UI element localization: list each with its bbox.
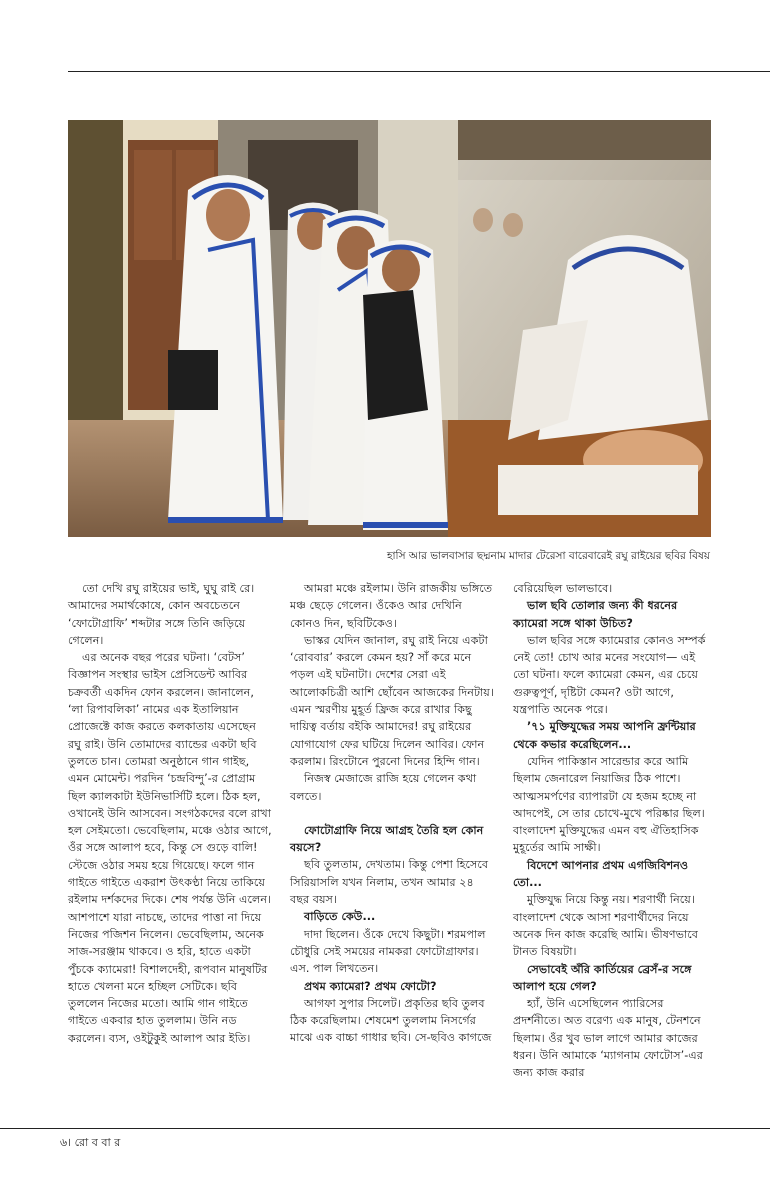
body-paragraph: ভাল ছবির সঙ্গে ক্যামেরার কোনও সম্পর্ক নেই তো! চোখ আর মনের সংযোগ— এই তো ঘটনা। ফলে ক্যামেরা কেমন, এর চেয়ে গুরুত্বপূর্ণ, দৃষ্টিটা কেমন? ওটা আগে, যন্ত্রপাতি অনেক পরে। [513,633,706,717]
interview-question: সেভাবেই অঁরি কার্তিয়ের ব্রেসঁ-র সঙ্গে আলাপ হয়ে গেল? [513,962,692,993]
body-paragraph: যেদিন পাকিস্তান সারেন্ডার করে আমি ছিলাম জেনারেল নিয়াজির ঠিক পাশে। আত্মসমর্পণের ব্যাপারটা যে হজম হচ্ছে না আদপেই, সে তার চোখে-মুখে পরিষ্কার ছিল। বাংলাদেশ মুক্তিযুদ্ধের এমন বহু ঐতিহাসিক মুহূর্তের আমি সাক্ষী। [513,754,705,855]
body-paragraph: তো দেখি রঘু রাইয়ের ভাই, ঘুঘু রাই রে। আমাদের সমার্থকোষে, কোন অবচেতনে ‘ফোটোগ্রাফি’ শব্দটার সঙ্গে তিনি জড়িয়ে গেলেন। [68,582,255,647]
body-paragraph: এর অনেক বছর পরের ঘটনা। ‘বেটস’ বিজ্ঞাপন সংস্থার ভাইস প্রেসিডেন্ট আবির চক্রবর্তী একদিন ফোন করলেন। জানালেন, ‘লা রিপাবলিকা’ নামের এক ইতালিয়ান প্রোজেক্টে কাজ করতে কলকাতায় এসেছেন রঘু রাই। উনি তোমাদের ব্যান্ডের একটা ছবি তুলতে চান। তোমরা অনুষ্ঠানে গান গাইছ, এমন মোমেন্ট। পরদিন ‘চন্দ্রবিন্দু’-র প্রোগ্রাম ছিল ক্যালকাটা ইউনিভার্সিটি হলে। ঠিক হল, ওখানেই উনি আসবেন। সংগঠকদের বলে রাখা হল সেইমতো। ভেবেছিলাম, মঞ্চে ওঠার আগে, ওঁর সঙ্গে আলাপ হবে, কিন্তু সে গুড়ে বালি! স্টেজে ওঠার সময় হয়ে গিয়েছে। ফলে গান গাইতে গাইতে একরাশ উৎকণ্ঠা নিয়ে তাকিয়ে রইলাম দর্শকদের দিকে। শেষ পর্যন্ত উনি এলেন। আশপাশে যারা নাচছে, তাদের পাত্তা না দিয়ে নিজের পজিশন নিলেন। ভেবেছিলাম, অনেক সাজ-সরঞ্জাম থাকবে। ও হরি, হাতে একটা পুঁচকে ক্যামেরা! বিশালদেহী, রূপবান মানুষটির হাতে খেলনা মনে হচ্ছিল সেটিকে। ছবি তুললেন নিজের মতো। আমি গান গাইতে গাইতে একবার হাত তুললাম। উনি নড করলেন। ব্যস, ওইটুকুই আলাপ আর ইতি। [68,651,272,1045]
interview-question: ’৭১ মুক্তিযুদ্ধের সময় আপনি ফ্রন্টিয়ার থেকে কভার করেছিলেন... [513,720,696,751]
body-paragraph: আমরা মঞ্চে রইলাম। উনি রাজকীয় ভঙ্গিতে মঞ্চ ছেড়ে গেলেন। ওঁকেও আর দেখিনি কোনও দিন, ছবিটিকেও। [290,582,493,630]
text-column-3 [513,580,713,1082]
text-column-2 [290,580,494,1047]
interview-question: বাড়িতে কেউ... [304,910,376,924]
body-paragraph: ছবি তুলতাম, দেখতাম। কিন্তু পেশা হিসেবে সিরিয়াসলি যখন নিলাম, তখন আমার ২৪ বছর বয়স। [290,858,489,907]
page-footer: ৬। রো ব বা র [60,1136,121,1149]
interview-question: প্রথম ক্যামেরা? প্রথম ফোটো? [304,979,437,993]
top-rule [68,71,770,72]
body-paragraph: বেরিয়েছিল ভালভাবে। [513,582,613,595]
interview-question: বিদেশে আপনার প্রথম এগজিবিশনও তো... [513,858,689,890]
photo-caption: হাসি আর ভালবাসার ছদ্মনাম মাদার টেরেসা বারেবারেই রঘু রাইয়ের ছবির বিষয় [387,550,710,562]
interview-question: ফোটোগ্রাফি নিয়ে আগ্রহ তৈরি হল কোন বয়সে? [290,823,484,855]
text-column-1 [68,580,272,1047]
body-paragraph: আগফা সুপার সিলেট। প্রকৃতির ছবি তুলব ঠিক করেছিলাম। শেষমেশ তুললাম নিসর্গের মাঝে এক বাচ্চা গাধার ছবি। সে-ছবিও কাগজে [290,996,492,1045]
bottom-rule [0,1128,770,1129]
body-paragraph: হ্যাঁ, উনি এসেছিলেন প্যারিসের প্রদর্শনীতে। অত বরেণ্য এক মানুষ, টেনশনে ছিলাম। ওঁর খুব ভাল লাগে আমার কাজের ধরন। উনি আমাকে ‘ম্যাগনাম ফোটোস’-এর জন্য কাজ করার [513,997,703,1080]
paragraph-gap [290,805,494,822]
feature-photo [68,120,711,537]
photo-illustration [68,120,711,537]
body-paragraph: মুক্তিযুদ্ধ নিয়ে কিন্তু নয়। শরণার্থী নিয়ে। বাংলাদেশ থেকে আসা শরণার্থীদের নিয়ে অনেক দিন কাজ করেছি আমি। ভীষণভাবে টানত বিষয়টা। [513,893,698,959]
interview-question: ভাল ছবি তোলার জন্য কী ধরনের ক্যামেরা সঙ্গে থাকা উচিত? [513,599,678,630]
body-paragraph: নিজস্ব মেজাজে রাজি হয়ে গেলেন কথা বলতে। [290,772,477,803]
body-paragraph: দাদা ছিলেন। ওঁকে দেখে কিছুটা। শরমপাল চৌধুরি সেই সময়ের নামকরা ফোটোগ্রাফার। এস. পাল লিখতেন। [290,927,486,976]
body-paragraph: ভাস্কর যেদিন জানাল, রঘু রাই নিয়ে একটা ‘রোববার’ করলে কেমন হয়? সাঁ করে মনে পড়ল এই ঘটনাটা। দেশের সেরা এই আলোকচিত্রী আশি ছোঁবেন আজকের দিনটায়। এমন স্মরণীয় মুহূর্ত ফ্রিজ করে রাখার কিছু দায়িত্ব বর্তায় বইকি আমাদের! রঘু রাইয়ের যোগাযোগ ফের ঘটিয়ে দিলেন আবির। ফোন করলাম। রিংটোনে পুরনো দিনের হিন্দি গান। [290,633,494,768]
